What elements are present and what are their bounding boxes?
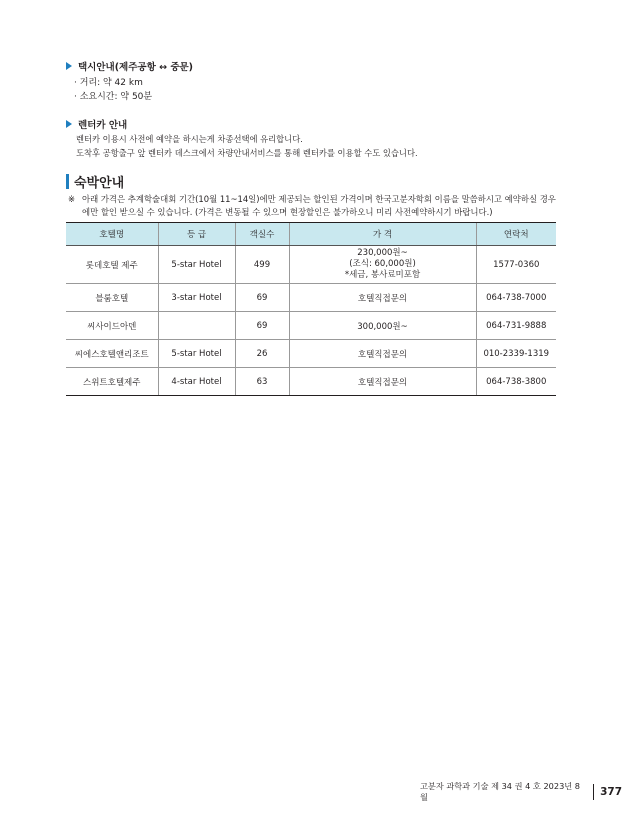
hotel-name: 스위트호텔제주	[66, 368, 158, 396]
journal-info: 고분자 과학과 기술 제 34 권 4 호 2023년 8월	[420, 781, 581, 802]
hotel-price	[289, 246, 476, 284]
rental-section	[66, 117, 418, 160]
table-row	[66, 340, 556, 368]
price-line: 230,000원~	[357, 248, 408, 258]
rental-title: 렌터카 안내	[78, 120, 128, 131]
page-footer	[420, 781, 622, 803]
hotel-contact: 1577-0360	[476, 246, 556, 284]
hotel-price: 호텔직접문의	[289, 340, 476, 368]
triangle-bullet-icon	[66, 120, 72, 128]
price-line: *세금, 봉사료미포함	[344, 270, 421, 280]
lodging-title: 숙박안내	[74, 176, 125, 191]
header-hotel-name: 호텔명	[66, 223, 158, 246]
hotel-contact: 064-738-3800	[476, 368, 556, 396]
heading-bar	[66, 174, 69, 189]
hotel-rooms: 69	[235, 312, 289, 340]
taxi-title: 택시안내(제주공항 ↔ 중문)	[78, 62, 194, 73]
hotel-grade: 5-star Hotel	[158, 246, 235, 284]
hotel-rooms: 26	[235, 340, 289, 368]
hotel-contact: 064-731-9888	[476, 312, 556, 340]
hotel-rooms: 499	[235, 246, 289, 284]
note-text: 아래 가격은 추계학술대회 기간(10월 11~14일)에만 제공되는 할인된 가격이며 한국고분자학회 이름을 말씀하시고 예약하실 경우에만 할인 받으실 수 있습니다. (가격은 변동될 수 있으며 현장할인은 불가하오니 미리 사전예약하시기 바랍니다.)	[82, 194, 556, 217]
taxi-section	[66, 59, 193, 104]
price-line: (조식: 60,000원)	[349, 259, 416, 269]
hotel-price: 호텔직접문의	[289, 284, 476, 312]
lodging-note	[66, 193, 561, 219]
table-row	[66, 284, 556, 312]
hotel-grade	[158, 312, 235, 340]
hotel-contact: 010-2339-1319	[476, 340, 556, 368]
rental-line-1: 렌터카 이용시 사전에 예약을 하시는게 차종선택에 유리합니다.	[76, 134, 303, 144]
footer-divider	[593, 784, 594, 800]
table-row	[66, 312, 556, 340]
hotel-price: 호텔직접문의	[289, 368, 476, 396]
table-row	[66, 246, 556, 284]
rental-line-2: 도착후 공항출구 앞 렌터카 데스크에서 차량안내서비스를 통해 렌터카를 이용할 수도 있습니다.	[76, 147, 418, 158]
hotel-table	[66, 222, 556, 396]
hotel-grade: 5-star Hotel	[158, 340, 235, 368]
hotel-rooms: 69	[235, 284, 289, 312]
taxi-distance: · 거리: 약 42 km	[74, 78, 143, 88]
page-number: 377	[600, 786, 622, 798]
taxi-heading	[66, 59, 193, 73]
header-grade: 등 급	[158, 223, 235, 246]
hotel-contact: 064-738-7000	[476, 284, 556, 312]
hotel-price: 300,000원~	[289, 312, 476, 340]
taxi-duration: · 소요시간: 약 50분	[74, 92, 153, 102]
rental-heading	[66, 117, 418, 131]
hotel-grade: 3-star Hotel	[158, 284, 235, 312]
table-header-row	[66, 223, 556, 246]
note-mark: ※	[68, 194, 76, 204]
table-row	[66, 368, 556, 396]
hotel-grade: 4-star Hotel	[158, 368, 235, 396]
triangle-bullet-icon	[66, 62, 72, 70]
hotel-name: 씨에스호텔앤리조트	[66, 340, 158, 368]
hotel-name: 블룸호텔	[66, 284, 158, 312]
lodging-heading	[66, 172, 124, 191]
header-contact: 연락처	[476, 223, 556, 246]
header-rooms: 객실수	[235, 223, 289, 246]
hotel-rooms: 63	[235, 368, 289, 396]
hotel-name: 롯데호텔 제주	[66, 246, 158, 284]
header-price: 가 격	[289, 223, 476, 246]
hotel-name: 씨사이드아덴	[66, 312, 158, 340]
